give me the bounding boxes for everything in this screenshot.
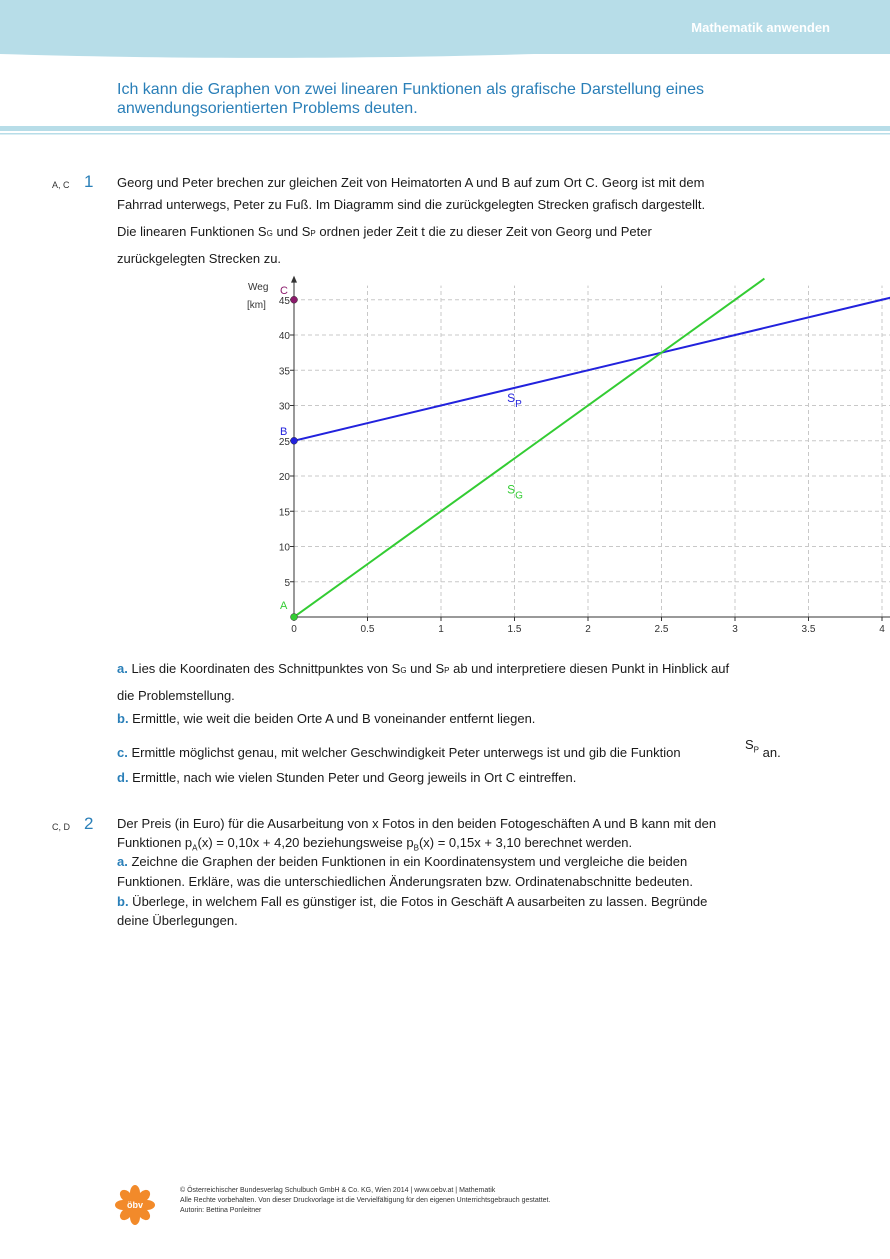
task1-line2: Fahrrad unterwegs, Peter zu Fuß. Im Diagramm sind die zurückgelegten Strecken grafisch dargestellt. [117,197,706,212]
task1-c-function: $S_P$ an. [745,737,781,760]
point-B [291,437,298,444]
task1-c: c. Ermittle möglichst genau, mit welcher Geschwindigkeit Peter unterwegs ist und gib die Funktion [117,745,681,760]
task2-number: 2 [84,814,94,833]
task1-number: 1 [84,172,94,191]
x-tick-label: 4 [879,624,885,635]
task2-tag: C, D [52,822,70,832]
task2-b: b. Überlege, in welchem Fall es günstiger ist, die Fotos in Geschäft A ausarbeiten zu lassen. Begründe [117,894,708,909]
task2-line1: Der Preis (in Euro) für die Ausarbeitung von x Fotos in den beiden Fotogeschäften A und B kann mit den [117,816,717,831]
series-label-sub-G: G [515,490,523,502]
y-axis-label-line2: [km] [247,300,266,311]
divider-stripe [0,126,890,140]
task1-d: d. Ermittle, nach wie vielen Stunden Peter und Georg jeweils in Ort C eintreffen. [117,770,577,785]
learning-goal: Ich kann die Graphen von zwei linearen Funktionen als grafische Darstellung eines anwendungsorientierten Problems deuten. [117,81,705,117]
x-tick-label: 3.5 [801,624,816,635]
chart-series [291,275,890,620]
task2-line2: Funktionen $p_A(x) = 0,10x + 4,20$ beziehungsweise $p_B(x) = 0,15x + 3,10$ berechnet werden. [117,835,633,853]
x-tick-label: 3 [732,624,738,635]
y-tick-label: 40 [278,331,290,342]
header-title: Mathematik anwenden [691,20,830,35]
y-axis-label-line1: Weg [248,282,269,293]
y-tick-label: 10 [278,542,290,554]
y-tick-label: 25 [278,436,290,448]
point-A [291,614,298,621]
task1-tag: A, C [52,180,70,190]
task1-line4: zurückgelegten Strecken zu. [117,251,282,266]
task2-a: a. Zeichne die Graphen der beiden Funktionen in ein Koordinatensystem und vergleiche die beiden [117,854,688,869]
y-tick-label: 30 [278,401,290,413]
x-tick-label: 2.5 [654,624,669,635]
y-tick-label: 45 [278,295,290,307]
y-tick-label: 35 [278,366,290,378]
chart-axes [290,276,890,621]
task1-a: a. Lies die Koordinaten des Schnittpunktes von SG und SP ab und interpretiere diesen Punkt in Hinblick auf [117,661,730,676]
point-C [291,296,298,303]
x-tick-label: 0.5 [360,624,375,635]
footer-rights: Alle Rechte vorbehalten. Von dieser Druckvorlage ist die Vervielfältigung für den eigenen Unterrichtsgebrauch gestattet. [180,1197,551,1204]
series-label-P: S [507,390,516,405]
distance-time-chart [0,270,890,670]
x-tick-label: 0 [291,624,297,635]
task1-line3: Die linearen Funktionen SG und SP ordnen jeder Zeit t die zu dieser Zeit von Georg und Peter [117,224,652,239]
footer-copyright: © Österreichischer Bundesverlag Schulbuch GmbH & Co. KG, Wien 2014 | www.oebv.at | Mathematik [180,1187,496,1194]
footer-author: Autorin: Bettina Ponleitner [180,1207,262,1214]
y-axis-arrow [291,276,297,283]
series-label-sub-P: P [515,398,522,410]
series-line-G [294,279,764,617]
task1-line1: Georg und Peter brechen zur gleichen Zeit von Heimatorten A und B auf zum Ort C. Georg ist mit dem [117,175,705,190]
footer [180,1186,550,1216]
x-tick-label: 1 [438,624,444,635]
y-tick-label: 15 [278,507,290,519]
point-label-C: C [280,284,288,297]
series-label-G: S [507,482,516,497]
point-label-B: B [280,425,288,438]
chart-labels [247,282,890,654]
task1-b: b. Ermittle, wie weit die beiden Orte A und B voneinander entfernt liegen. [117,711,536,726]
task2-a-line2: Funktionen. Erkläre, was die unterschiedlichen Änderungsraten bzw. Ordinatenabschnitte bedeuten. [117,874,693,889]
logo-text: öbv [126,1200,144,1210]
y-tick-label: 5 [284,577,290,589]
x-tick-label: 1.5 [507,624,522,635]
point-label-A: A [280,600,288,612]
task2-b-line2: deine Überlegungen. [117,913,238,928]
chart-grid [294,286,890,617]
oebv-logo [115,1185,155,1225]
y-tick-label: 20 [278,472,290,483]
x-tick-label: 2 [585,624,591,635]
task1-a-line2: die Problemstellung. [117,688,235,703]
